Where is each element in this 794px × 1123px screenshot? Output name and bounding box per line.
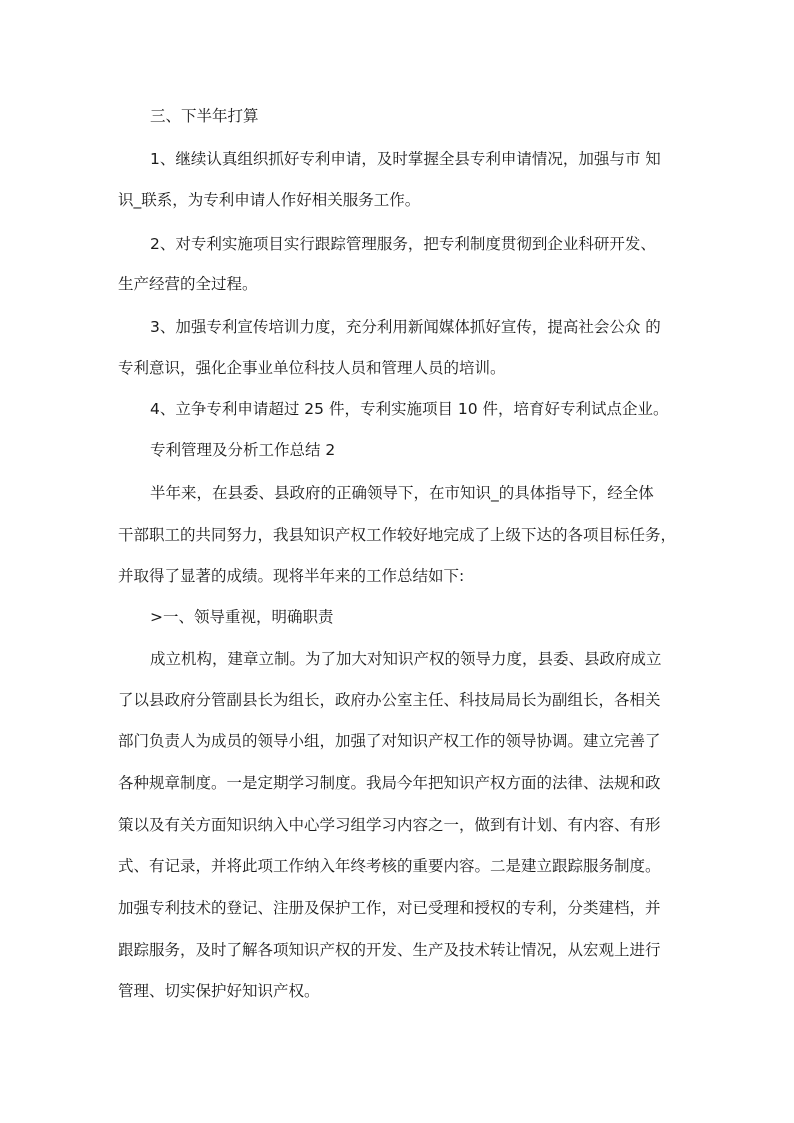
document-title-2: 专利管理及分析工作总结 2 — [150, 441, 336, 459]
paragraph-line: 成立机构，建章立制。为了加大对知识产权的领导力度，县委、县政府成立 — [150, 650, 662, 668]
plan-item-4: 4、立争专利申请超过 25 件，专利实施项目 10 件，培育好专利试点企业。 — [150, 400, 669, 418]
plan-item-1: 1、继续认真组织抓好专利申请，及时掌握全县专利申请情况，加强与市 知 — [150, 150, 661, 168]
paragraph-line: 并取得了显著的成绩。现将半年来的工作总结如下: — [118, 567, 465, 585]
paragraph-line: 部门负责人为成员的领导小组，加强了对知识产权工作的领导协调。建立完善了 — [118, 732, 661, 750]
paragraph-line: 跟踪服务，及时了解各项知识产权的开发、生产及技术转让情况，从宏观上进行 — [118, 941, 661, 959]
paragraph-line: 式、有记录，并将此项工作纳入年终考核的重要内容。二是建立跟踪服务制度。 — [118, 857, 661, 875]
paragraph-line: 策以及有关方面知识纳入中心学习组学习内容之一，做到有计划、有内容、有形 — [118, 816, 661, 834]
paragraph-line: 干部职工的共同努力，我县知识产权工作较好地完成了上级下达的各项目标任务， — [118, 526, 677, 544]
paragraph-line: 加强专利技术的登记、注册及保护工作，对已受理和授权的专利，分类建档，并 — [118, 899, 661, 917]
paragraph-line: 管理、切实保护好知识产权。 — [118, 982, 320, 1000]
subsection-heading: >一、领导重视，明确职责 — [150, 608, 334, 626]
plan-item-2: 2、对专利实施项目实行跟踪管理服务，把专利制度贯彻到企业科研开发、 — [150, 235, 656, 253]
plan-item-1-cont: 识_联系，为专利申请人作好相关服务工作。 — [118, 191, 421, 209]
paragraph-line: 各种规章制度。一是定期学习制度。我局今年把知识产权方面的法律、法规和政 — [118, 774, 661, 792]
paragraph-line: 了以县政府分管副县长为组长，政府办公室主任、科技局局长为副组长，各相关 — [118, 691, 661, 709]
section-heading: 三、下半年打算 — [150, 107, 259, 125]
plan-item-2-cont: 生产经营的全过程。 — [118, 275, 258, 293]
plan-item-3-cont: 专利意识，强化企事业单位科技人员和管理人员的培训。 — [118, 359, 506, 377]
paragraph-line: 半年来，在县委、县政府的正确领导下，在市知识_的具体指导下，经全体 — [150, 484, 654, 502]
plan-item-3: 3、加强专利宣传培训力度，充分利用新闻媒体抓好宣传，提高社会公众 的 — [150, 318, 661, 336]
